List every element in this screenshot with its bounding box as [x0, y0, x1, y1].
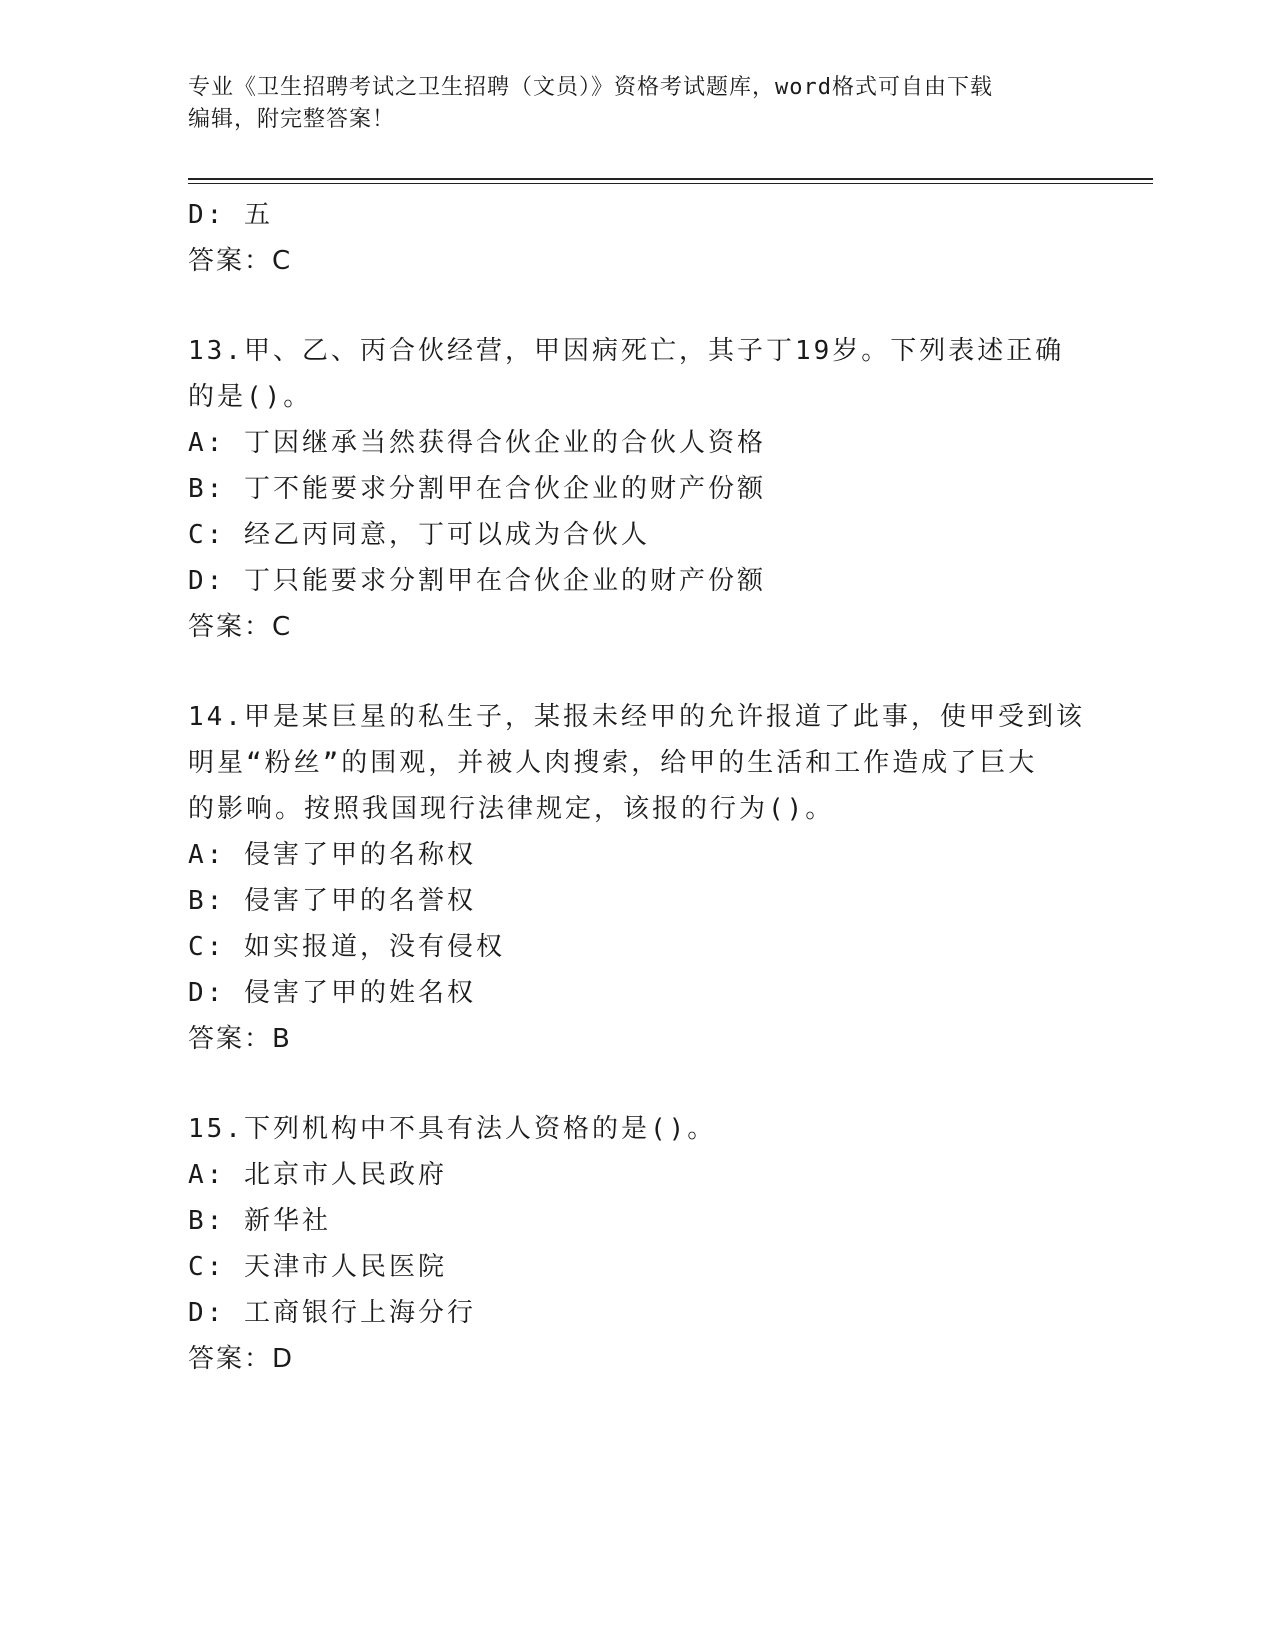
- header-rule-thin: [188, 183, 1153, 184]
- question-15: [188, 1106, 1088, 1382]
- option-b: B: 新华社: [188, 1206, 331, 1236]
- answer: 答案：B: [188, 1024, 292, 1054]
- question-text: 15.下列机构中不具有法人资格的是()。: [188, 1114, 717, 1144]
- header-rule-thick: [188, 178, 1153, 180]
- option-d: D: 五: [188, 200, 273, 230]
- header-line-2: 编辑，附完整答案！: [188, 107, 396, 132]
- question-13: [188, 328, 1088, 650]
- document-header: [188, 72, 1068, 136]
- answer: 答案：D: [188, 1344, 295, 1374]
- option-d: D: 侵害了甲的姓名权: [188, 978, 476, 1008]
- option-c: C: 天津市人民医院: [188, 1252, 447, 1282]
- option-b: B: 丁不能要求分割甲在合伙企业的财产份额: [188, 474, 766, 504]
- question-14: [188, 694, 1088, 1062]
- option-c: C: 经乙丙同意，丁可以成为合伙人: [188, 520, 650, 550]
- option-b: B: 侵害了甲的名誉权: [188, 886, 476, 916]
- option-d: D: 工商银行上海分行: [188, 1298, 476, 1328]
- option-c: C: 如实报道，没有侵权: [188, 932, 505, 962]
- answer: 答案：C: [188, 612, 293, 642]
- answer: 答案：C: [188, 246, 293, 276]
- question-text: 13.甲、乙、丙合伙经营，甲因病死亡，其子丁19岁。下列表述正确: [188, 336, 1065, 366]
- question-text: 明星“粉丝”的围观，并被人肉搜索，给甲的生活和工作造成了巨大: [188, 748, 1038, 778]
- question-text: 的影响。按照我国现行法律规定，该报的行为()。: [188, 794, 835, 824]
- option-a: A: 侵害了甲的名称权: [188, 840, 476, 870]
- question-text: 的是()。: [188, 382, 313, 412]
- option-d: D: 丁只能要求分割甲在合伙企业的财产份额: [188, 566, 766, 596]
- question-text: 14.甲是某巨星的私生子，某报未经甲的允许报道了此事，使甲受到该: [188, 702, 1085, 732]
- document-body: [188, 192, 1088, 1382]
- option-a: A: 北京市人民政府: [188, 1160, 447, 1190]
- header-line-1: 专业《卫生招聘考试之卫生招聘（文员）》资格考试题库，word格式可自由下载: [188, 75, 993, 100]
- option-a: A: 丁因继承当然获得合伙企业的合伙人资格: [188, 428, 766, 458]
